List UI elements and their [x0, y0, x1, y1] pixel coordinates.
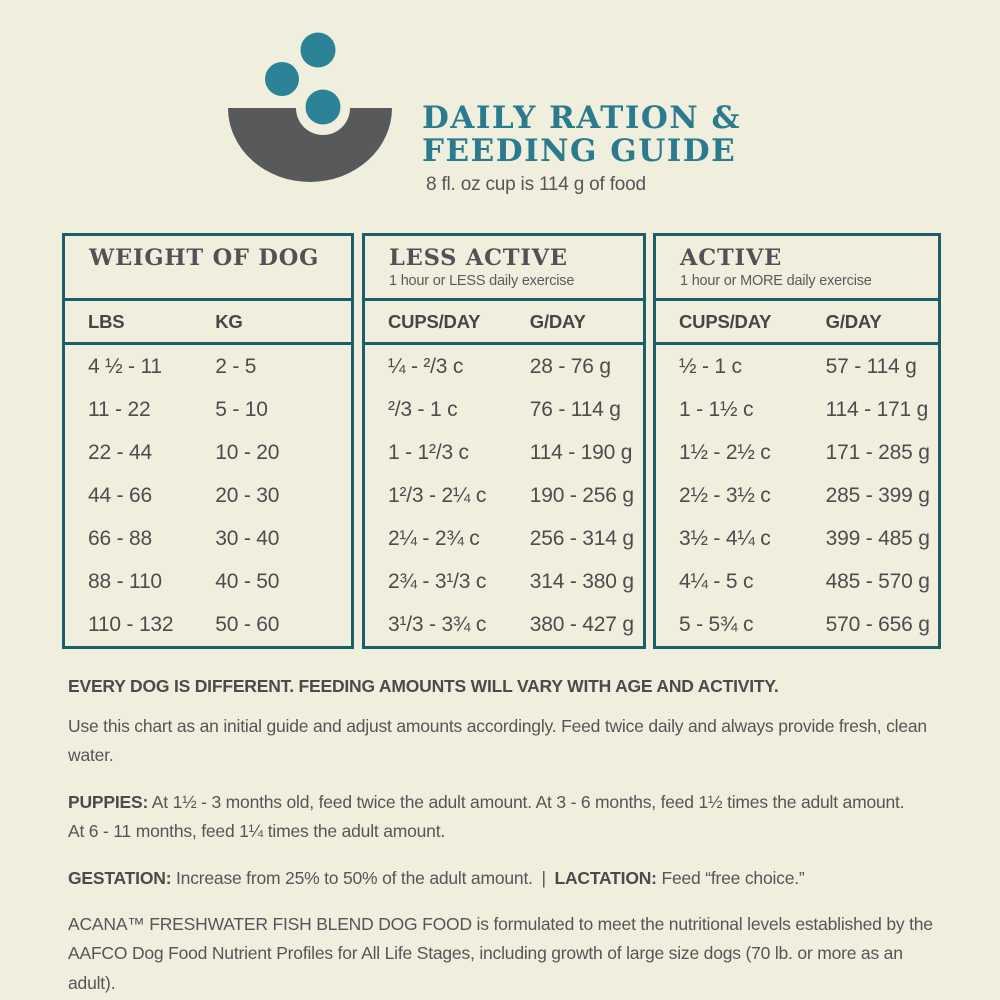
cell-lbs: 22 - 44	[88, 440, 152, 464]
cell-kg: 2 - 5	[215, 354, 257, 378]
cell-cups: 3¹/3 - 3¾ c	[388, 612, 487, 636]
gestation-text: Increase from 25% to 50% of the adult amount.	[176, 867, 533, 888]
cell-lbs: 4 ½ - 11	[88, 354, 162, 378]
puppies-label: PUPPIES:	[68, 791, 149, 812]
cell-lbs: 11 - 22	[88, 397, 151, 421]
column-header-grams: G/DAY	[825, 310, 882, 332]
title-block	[422, 102, 741, 196]
section-rows	[65, 345, 351, 646]
table-row	[365, 474, 643, 517]
section-subtitle: 1 hour or LESS daily exercise	[389, 273, 575, 289]
section-header	[65, 236, 351, 301]
cell-cups: 2¾ - 3¹/3 c	[388, 569, 487, 593]
table-row	[656, 517, 938, 560]
table-row	[65, 603, 351, 646]
bowl-with-kibble-icon	[228, 30, 392, 183]
cell-lbs: 44 - 66	[88, 483, 152, 507]
gestation-label: GESTATION:	[68, 867, 172, 888]
table-row	[65, 345, 351, 388]
table-row	[65, 560, 351, 603]
kibble-dot-icon	[306, 90, 341, 125]
section-title: WEIGHT OF DOG	[89, 245, 320, 271]
column-header-grams: G/DAY	[529, 310, 586, 332]
cell-grams: 190 - 256 g	[529, 483, 634, 507]
note-intro: Use this chart as an initial guide and adjust amounts accordingly. Feed twice daily and always provide fresh, clean water.	[68, 716, 927, 766]
page-title-line2: FEEDING GUIDE	[422, 133, 737, 170]
cell-cups: 1 - 1²/3 c	[388, 440, 469, 464]
cell-cups: 4¼ - 5 c	[679, 569, 754, 593]
header-area	[228, 30, 741, 196]
section-title: LESS ACTIVE	[389, 245, 568, 271]
section-rows	[656, 345, 938, 646]
column-headers	[365, 301, 643, 345]
note-aafco: ACANA™ FRESHWATER FISH BLEND DOG FOOD is formulated to meet the nutritional levels established by the AAFCO Dog Food Nutrient Profiles for All Life Stages, including growth of large size dogs (70 lb. or more as an adult).	[68, 913, 933, 993]
cell-kg: 40 - 50	[215, 569, 280, 593]
pipe-separator: |	[541, 867, 546, 888]
section-header	[365, 236, 643, 301]
cell-cups: 1²/3 - 2¼ c	[388, 483, 487, 507]
cell-kg: 10 - 20	[215, 440, 280, 464]
cell-lbs: 66 - 88	[88, 526, 152, 550]
table-row	[656, 431, 938, 474]
cell-grams: 76 - 114 g	[529, 397, 621, 421]
table-row	[65, 431, 351, 474]
table-row	[656, 388, 938, 431]
cell-cups: ½ - 1 c	[679, 354, 742, 378]
feeding-notes	[68, 676, 950, 1000]
cell-grams: 114 - 190 g	[529, 440, 633, 464]
lactation-label: LACTATION:	[554, 867, 657, 888]
cell-grams: 28 - 76 g	[529, 354, 611, 378]
cell-cups: 1½ - 2½ c	[679, 440, 771, 464]
column-header-lbs: LBS	[88, 310, 125, 332]
table-row	[65, 474, 351, 517]
cell-cups: 2½ - 3½ c	[679, 483, 771, 507]
table-row	[365, 603, 643, 646]
section-header	[656, 236, 938, 301]
note-puppies	[68, 788, 950, 847]
feeding-table	[62, 233, 941, 649]
cell-grams: 114 - 171 g	[825, 397, 929, 421]
kibble-dot-icon	[301, 33, 336, 68]
cell-cups: 5 - 5¾ c	[679, 612, 754, 636]
table-row	[65, 388, 351, 431]
section-subtitle: 1 hour or MORE daily exercise	[680, 273, 872, 289]
cell-lbs: 110 - 132	[88, 612, 174, 636]
cell-grams: 570 - 656 g	[825, 612, 930, 636]
cell-grams: 314 - 380 g	[529, 569, 634, 593]
column-headers	[656, 301, 938, 345]
column-header-kg: KG	[215, 310, 243, 332]
table-row	[656, 560, 938, 603]
lactation-text: Feed “free choice.”	[661, 867, 805, 888]
cell-cups: 2¼ - 2¾ c	[388, 526, 480, 550]
cell-cups: 3½ - 4¼ c	[679, 526, 771, 550]
table-row	[656, 474, 938, 517]
cell-kg: 5 - 10	[215, 397, 268, 421]
page-title	[422, 102, 741, 169]
cell-cups: ²/3 - 1 c	[388, 397, 458, 421]
table-row	[65, 517, 351, 560]
cell-grams: 485 - 570 g	[825, 569, 930, 593]
table-row	[365, 388, 643, 431]
column-header-cups: CUPS/DAY	[388, 310, 481, 332]
note-heading: EVERY DOG IS DIFFERENT. FEEDING AMOUNTS WILL VARY WITH AGE AND ACTIVITY.	[68, 676, 779, 696]
weight-of-dog-section	[62, 233, 354, 649]
cell-grams: 399 - 485 g	[825, 526, 930, 550]
column-headers	[65, 301, 351, 345]
table-row	[656, 345, 938, 388]
table-row	[365, 431, 643, 474]
cell-cups: 1 - 1½ c	[679, 397, 754, 421]
cell-grams: 57 - 114 g	[825, 354, 917, 378]
kibble-dot-icon	[265, 62, 299, 96]
table-row	[365, 345, 643, 388]
cell-grams: 380 - 427 g	[529, 612, 634, 636]
cell-kg: 30 - 40	[215, 526, 280, 550]
table-row	[365, 517, 643, 560]
section-title: ACTIVE	[680, 245, 783, 271]
puppies-text-line1: At 1½ - 3 months old, feed twice the adult amount. At 3 - 6 months, feed 1½ times the adult amount.	[151, 791, 905, 812]
cell-lbs: 88 - 110	[88, 569, 162, 593]
table-row	[365, 560, 643, 603]
cup-conversion-note: 8 fl. oz cup is 114 g of food	[426, 173, 646, 195]
cell-grams: 171 - 285 g	[825, 440, 930, 464]
active-section	[653, 233, 941, 649]
table-row	[656, 603, 938, 646]
column-header-cups: CUPS/DAY	[679, 310, 772, 332]
cell-grams: 256 - 314 g	[529, 526, 634, 550]
puppies-text-line2: At 6 - 11 months, feed 1¼ times the adult amount.	[68, 821, 446, 842]
cell-grams: 285 - 399 g	[825, 483, 930, 507]
cell-kg: 50 - 60	[215, 612, 280, 636]
less-active-section	[362, 233, 646, 649]
note-gestation-lactation	[68, 864, 950, 893]
cell-cups: ¼ - ²/3 c	[388, 354, 464, 378]
cell-kg: 20 - 30	[215, 483, 280, 507]
page-title-line1: DAILY RATION &	[422, 100, 741, 136]
section-rows	[365, 345, 643, 646]
